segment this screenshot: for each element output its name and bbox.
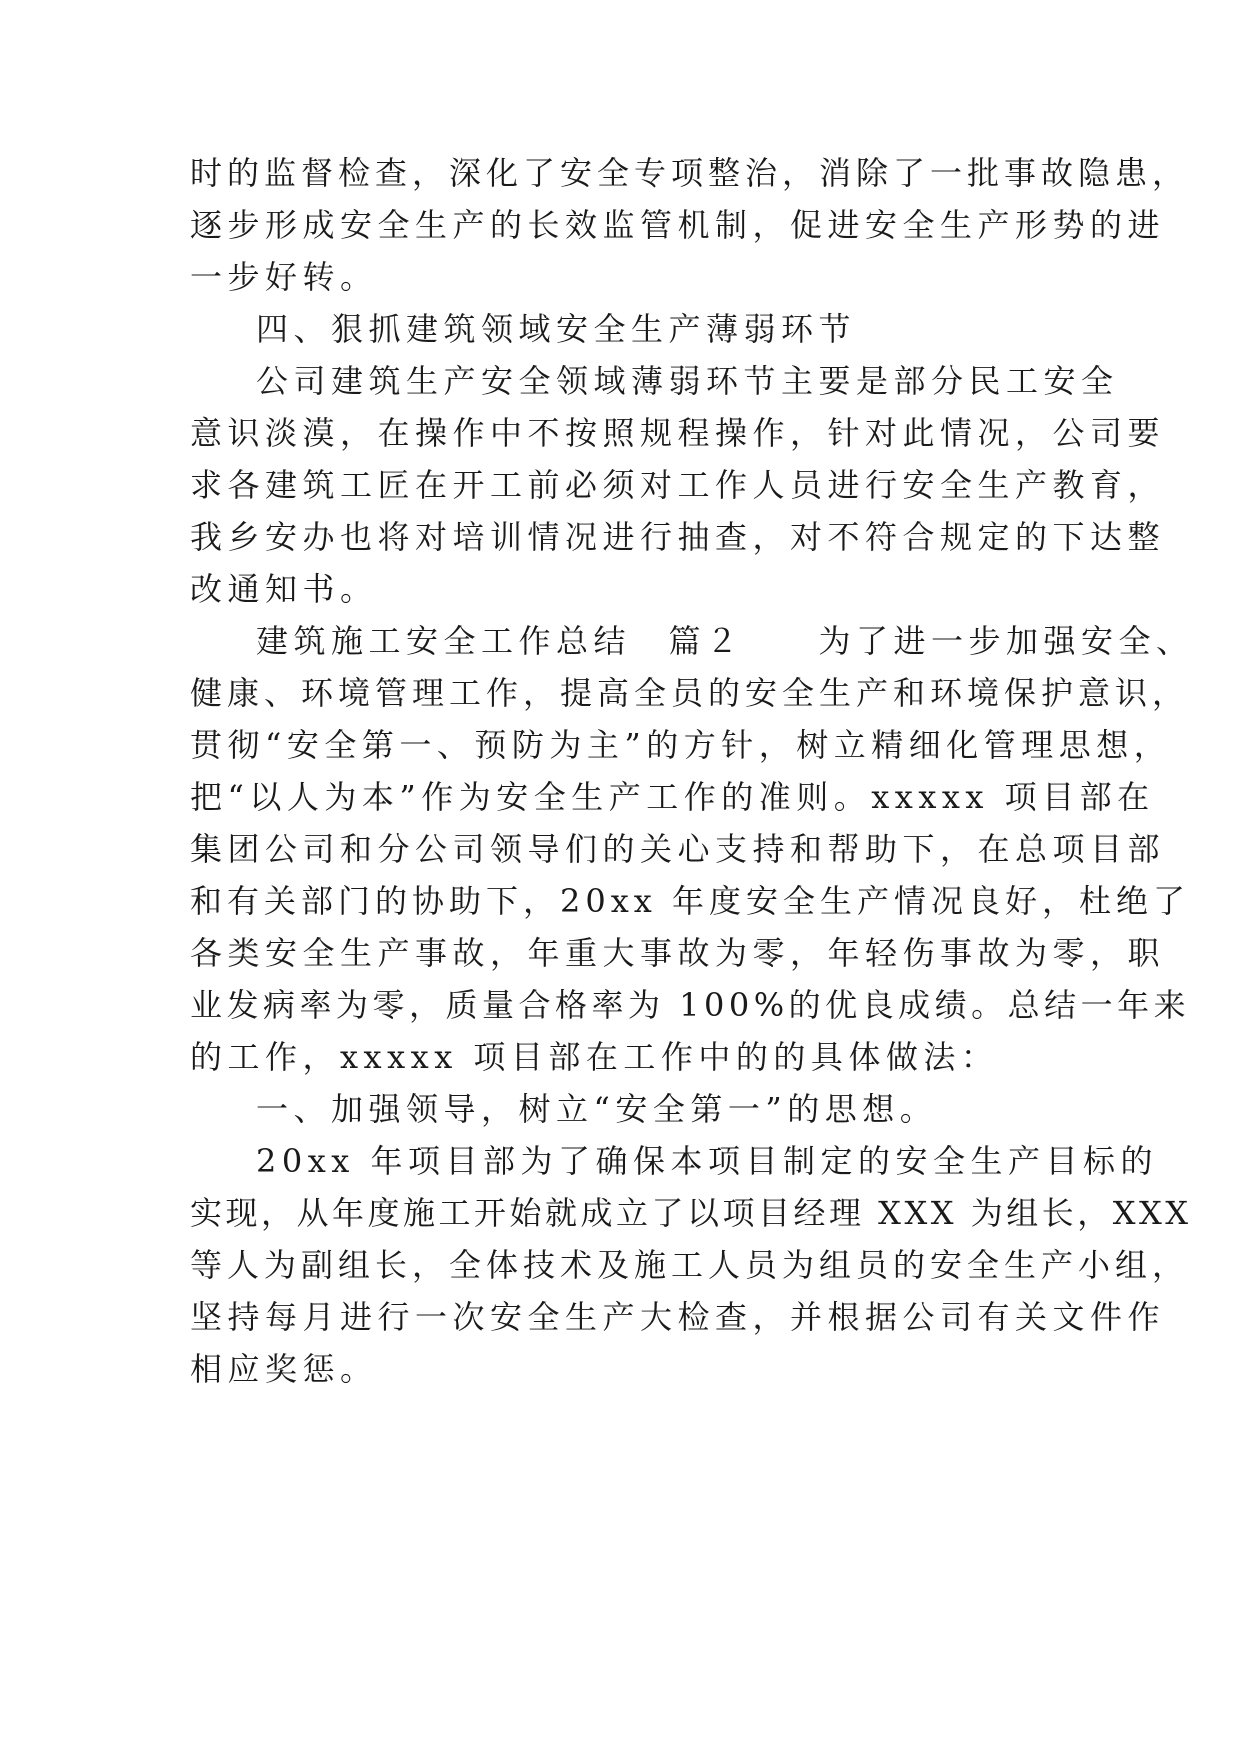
paragraph-line: 实现，从年度施工开始就成立了以项目经理 XXX 为组长，XXX (190, 1194, 1192, 1232)
paragraph-line: 我乡安办也将对培训情况进行抽查，对不符合规定的下达整 (190, 518, 1166, 556)
paragraph-line: 时的监督检查，深化了安全专项整治，消除了一批事故隐患， (190, 154, 1190, 192)
paragraph-line: 贯彻“安全第一、预防为主”的方针，树立精细化管理思想， (190, 726, 1172, 764)
paragraph-line: 各类安全生产事故，年重大事故为零，年轻伤事故为零，职 (190, 934, 1166, 972)
paragraph-line: 集团公司和分公司领导们的关心支持和帮助下，在总项目部 (190, 830, 1166, 868)
paragraph-line: 意识淡漠，在操作中不按照规程操作，针对此情况，公司要 (190, 414, 1166, 452)
paragraph-line: 一步好转。 (190, 258, 378, 296)
section-title-line: 建筑施工安全工作总结 篇２ 为了进一步加强安全、 (256, 622, 1194, 660)
paragraph-line: 20xx 年项目部为了确保本项目制定的安全生产目标的 (256, 1142, 1158, 1180)
section-heading: 一、加强领导，树立“安全第一”的思想。 (256, 1090, 938, 1128)
paragraph-line: 坚持每月进行一次安全生产大检查，并根据公司有关文件作 (190, 1298, 1166, 1336)
section-heading: 四、狠抓建筑领域安全生产薄弱环节 (256, 310, 857, 348)
paragraph-line: 逐步形成安全生产的长效监管机制，促进安全生产形势的进 (190, 206, 1166, 244)
paragraph-line: 业发病率为零，质量合格率为 100%的优良成绩。总结一年来 (190, 986, 1191, 1024)
paragraph-line: 等人为副组长，全体技术及施工人员为组员的安全生产小组， (190, 1246, 1190, 1284)
paragraph-line: 和有关部门的协助下，20xx 年度安全生产情况良好，杜绝了 (190, 882, 1190, 920)
paragraph-line: 的工作，xxxxx 项目部在工作中的的具体做法： (190, 1038, 999, 1076)
paragraph-line: 健康、环境管理工作，提高全员的安全生产和环境保护意识， (190, 674, 1190, 712)
paragraph-line: 公司建筑生产安全领域薄弱环节主要是部分民工安全 (256, 362, 1119, 400)
paragraph-line: 相应奖惩。 (190, 1350, 378, 1388)
paragraph-line: 改通知书。 (190, 570, 378, 608)
paragraph-line: 把“以人为本”作为安全生产工作的准则。xxxxx 项目部在 (190, 778, 1155, 816)
paragraph-line: 求各建筑工匠在开工前必须对工作人员进行安全生产教育， (190, 466, 1166, 504)
